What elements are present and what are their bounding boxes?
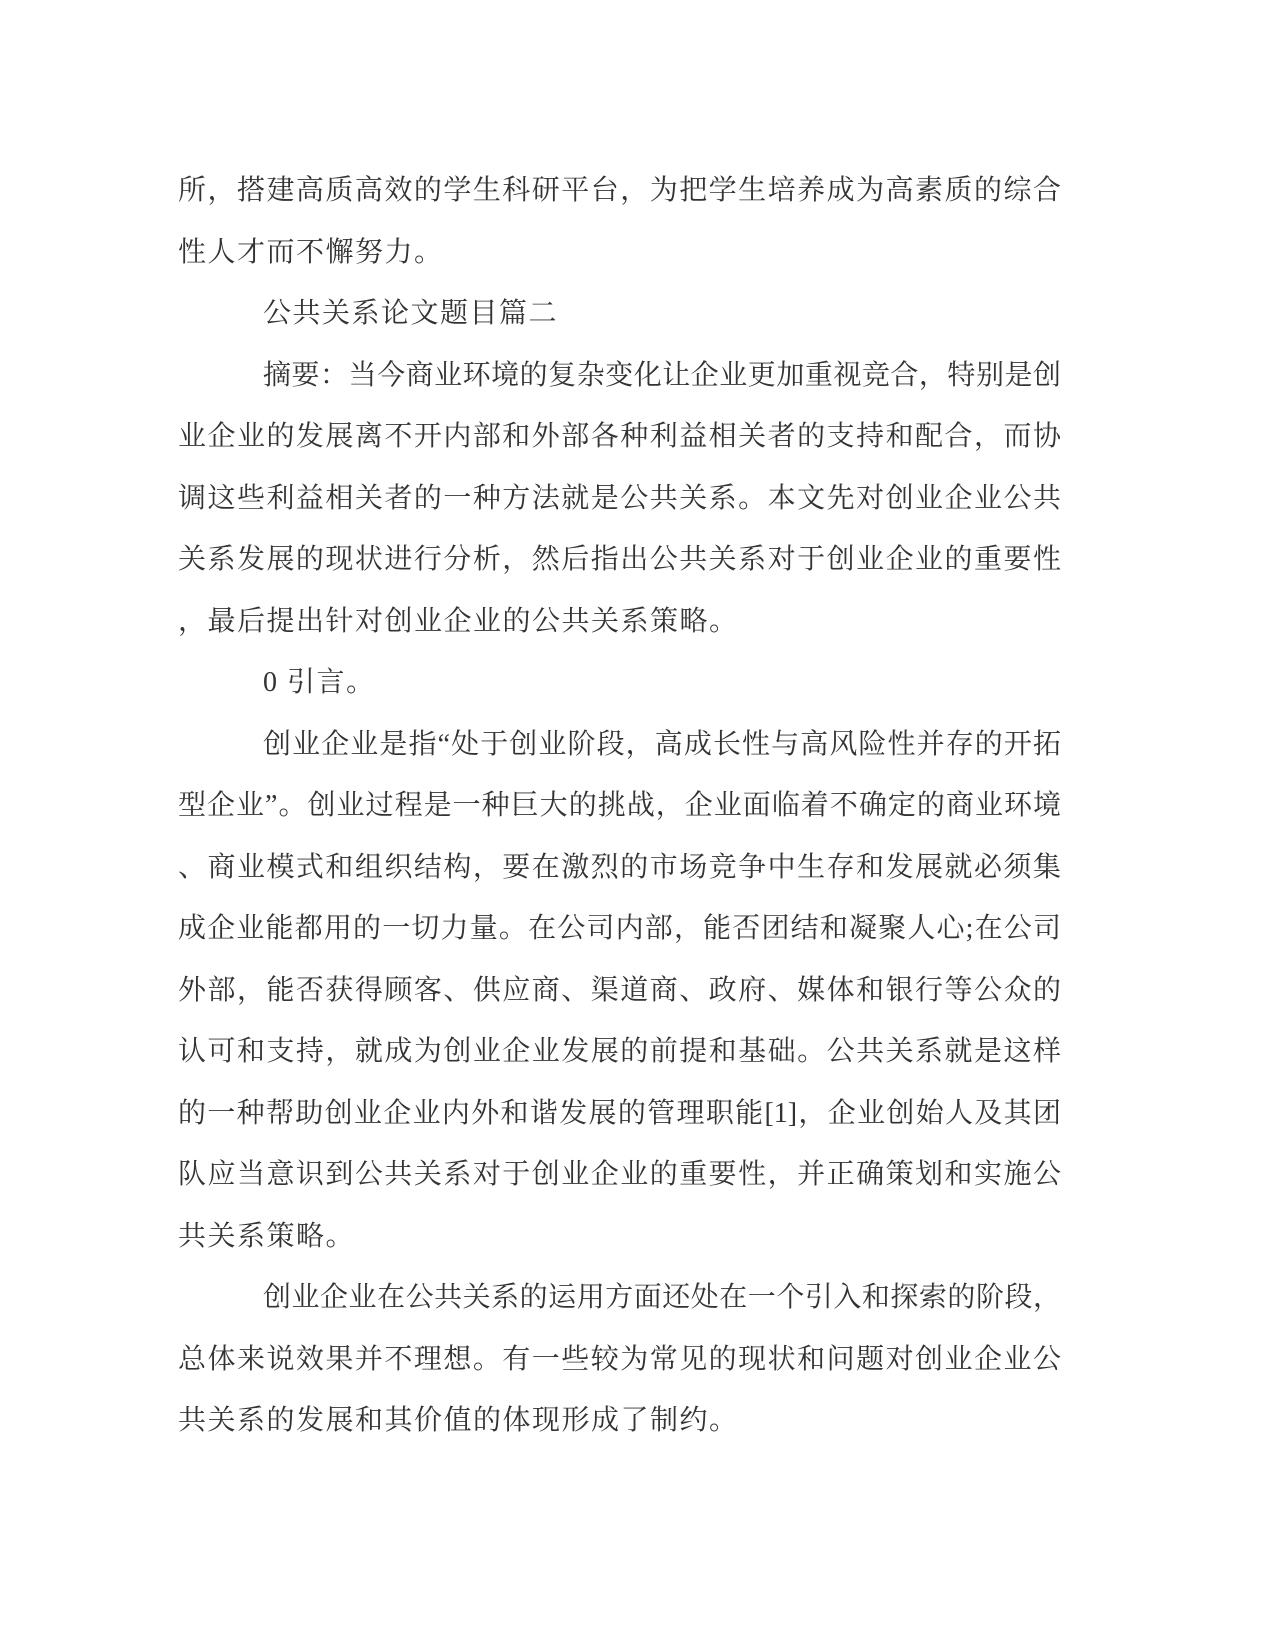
text-line: 调这些利益相关者的一种方法就是公共关系。本文先对创业企业公共 bbox=[178, 482, 1061, 514]
text-line: 型企业”。创业过程是一种巨大的挑战，企业面临着不确定的商业环境 bbox=[178, 790, 1061, 821]
text-line: 创业企业是指“处于创业阶段，高成长性与高风险性并存的开拓 bbox=[263, 728, 1061, 760]
text-line: ，最后提出针对创业企业的公共关系策略。 bbox=[178, 605, 739, 637]
document-text-block bbox=[178, 160, 1061, 1452]
text-line: 业企业的发展离不开内部和外部各种利益相关者的支持和配合，而协 bbox=[178, 421, 1061, 452]
text-line: 共关系的发展和其价值的体现形成了制约。 bbox=[178, 1405, 739, 1436]
text-line: 公共关系论文题目篇二 bbox=[263, 298, 559, 329]
text-line: 0 引言。 bbox=[263, 667, 376, 698]
text-line: 共关系策略。 bbox=[178, 1220, 356, 1252]
text-line: 摘要：当今商业环境的复杂变化让企业更加重视竞合，特别是创 bbox=[263, 359, 1061, 391]
text-line: 队应当意识到公共关系对于创业企业的重要性，并正确策划和实施公 bbox=[178, 1159, 1061, 1190]
text-line: 创业企业在公共关系的运用方面还处在一个引入和探索的阶段， bbox=[263, 1282, 1061, 1313]
text-line: 认可和支持，就成为创业企业发展的前提和基础。公共关系就是这样 bbox=[178, 1036, 1061, 1067]
text-line: 成企业能都用的一切力量。在公司内部，能否团结和凝聚人心;在公司 bbox=[178, 913, 1061, 944]
text-line: 总体来说效果并不理想。有一些较为常见的现状和问题对创业企业公 bbox=[178, 1343, 1061, 1375]
text-line: 性人才而不懈努力。 bbox=[178, 236, 444, 268]
text-line: 、商业模式和组织结构，要在激烈的市场竞争中生存和发展就必须集 bbox=[178, 851, 1061, 883]
text-line: 关系发展的现状进行分析，然后指出公共关系对于创业企业的重要性 bbox=[178, 544, 1061, 575]
text-line: 的一种帮助创业企业内外和谐发展的管理职能[1]，企业创始人及其团 bbox=[178, 1097, 1061, 1129]
text-line: 所，搭建高质高效的学生科研平台，为把学生培养成为高素质的综合 bbox=[178, 175, 1061, 206]
text-line: 外部，能否获得顾客、供应商、渠道商、政府、媒体和银行等公众的 bbox=[178, 974, 1061, 1006]
